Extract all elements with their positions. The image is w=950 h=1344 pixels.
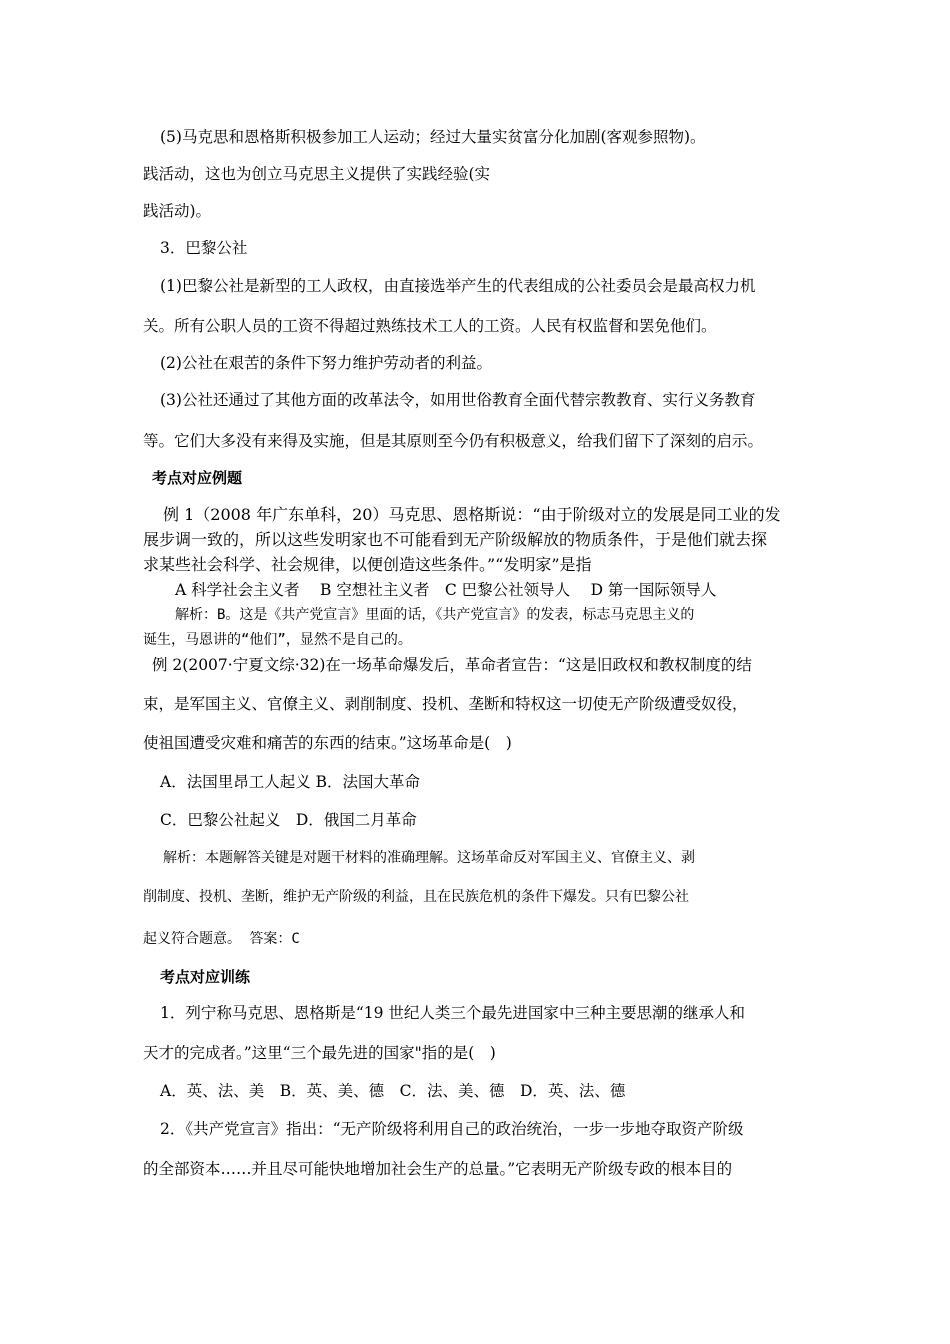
paragraph-line: 关。所有公职人员的工资不得超过熟练技术工人的工资。人民有权监督和罢免他们。: [143, 317, 717, 335]
paragraph-line: 等。它们大多没有来得及实施，但是其原则至今仍有积极意义，给我们留下了深刻的启示。: [143, 432, 764, 450]
section-heading-examples: 考点对应例题: [152, 469, 243, 487]
analysis-line: 解析：本题解答关键是对题干材料的准确理解。这场革命反对军国主义、官僚主义、剥: [163, 850, 695, 866]
question-line: 天才的完成者。”这里“三个最先进的国家"指的是( ): [143, 1044, 496, 1062]
section-heading: 3．巴黎公社: [160, 239, 248, 257]
example-options: C．巴黎公社起义 D．俄国二月革命: [160, 811, 417, 829]
example-line: 求某些社会科学、社会规律，以便创造这些条件。”“发明家”是指: [143, 555, 592, 574]
analysis-line: 诞生，马恩讲的“他们”，显然不是自己的。: [143, 632, 412, 648]
paragraph-line: 践活动，这也为创立马克思主义提供了实践经验(实: [143, 165, 491, 183]
question-line: 的全部资本……并且尽可能快地增加社会生产的总量。”它表明无产阶级专政的根本目的: [143, 1160, 733, 1178]
example-options: A．法国里昂工人起义 B．法国大革命: [160, 773, 421, 791]
section-heading-training: 考点对应训练: [160, 968, 251, 986]
analysis-line: 起义符合题意。 答案：C: [143, 931, 300, 947]
question-line: 1．列宁称马克思、恩格斯是“19 世纪人类三个最先进国家中三种主要思潮的继承人和: [160, 1004, 745, 1022]
analysis-line: 解析：B。这是《共产党宣言》里面的话，《共产党宣言》的发表，标志马克思主义的: [175, 607, 695, 623]
paragraph-line: (1)巴黎公社是新型的工人政权，由直接选举产生的代表组成的公社委员会是最高权力机: [160, 277, 756, 295]
paragraph-line: 践活动)。: [143, 202, 212, 220]
example-options: A 科学社会主义者 B 空想社主义者 C 巴黎公社领导人 D 第一国际领导人: [175, 581, 717, 599]
example-line: 展步调一致的，所以这些发明家也不可能看到无产阶级解放的物质条件，于是他们就去探: [143, 530, 768, 549]
analysis-line: 削制度、投机、垄断，维护无产阶级的利益，且在民族危机的条件下爆发。只有巴黎公社: [143, 889, 689, 905]
example-line: 使祖国遭受灾难和痛苦的东西的结束。”这场革命是( ): [143, 734, 512, 752]
example-line: 束，是军国主义、官僚主义、剥削制度、投机、垄断和特权这一切使无产阶级遭受奴役，: [143, 695, 748, 713]
example-line: 例 1（2008 年广东单科，20）马克思、恩格斯说：“由于阶级对立的发展是同工业的发: [163, 505, 781, 524]
example-line: 例 2(2007·宁夏文综·32)在一场革命爆发后，革命者宣告：“这是旧政权和教权制度的结: [152, 656, 752, 674]
paragraph-line: (3)公社还通过了其他方面的改革法令，如用世俗教育全面代替宗教教育、实行义务教育: [160, 391, 756, 409]
question-options: A．英、法、美 B．英、美、德 C．法、美、德 D．英、法、德: [160, 1082, 626, 1100]
paragraph-line: (2)公社在艰苦的条件下努力维护劳动者的利益。: [160, 354, 492, 372]
paragraph-line: (5)马克思和恩格斯积极参加工人运动；经过大量实贫富分化加剧(客观参照物)。: [160, 128, 706, 146]
question-line: 2．《共产党宣言》指出：“无产阶级将利用自己的政治统治，一步一步地夺取资产阶级: [160, 1120, 744, 1138]
